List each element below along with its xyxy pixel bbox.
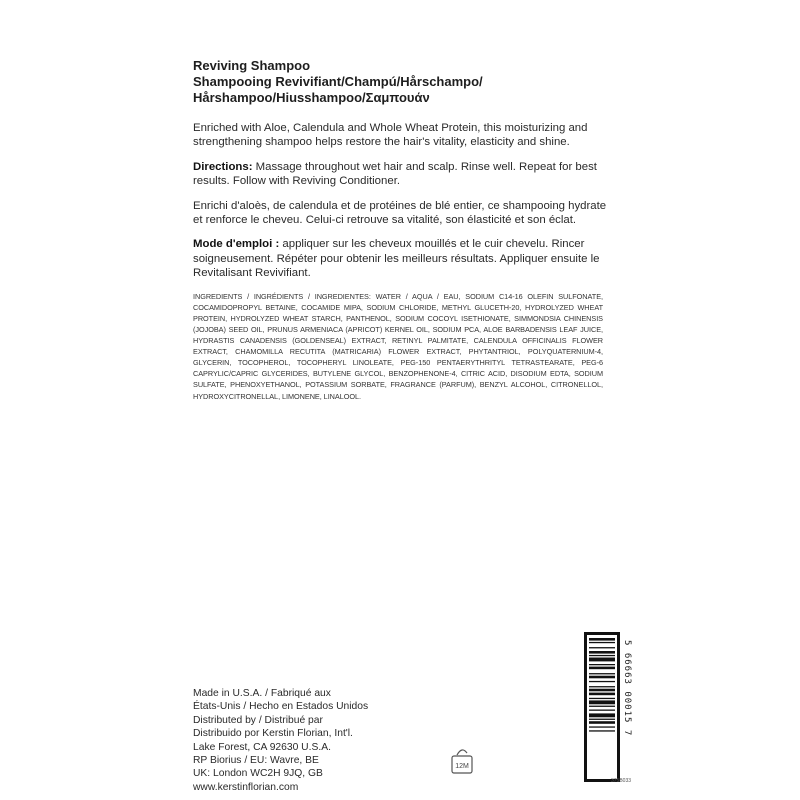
label-panel [193,58,613,402]
barcode-bar [589,706,615,707]
footer-line: Made in U.S.A. / Fabriqué aux [193,688,331,699]
mode-emploi-label: Mode d'emploi : [193,238,280,251]
barcode-bar [589,686,615,687]
barcode-bar [589,693,615,696]
barcode-bar [589,638,615,641]
barcode-bar [589,726,615,727]
mode-emploi-text: appliquer sur les cheveux mouillés et le cuir chevelu. Rincer soigneusement. Répéter pour obtenir les meilleurs résultats. Appliquer ensuite le Revitalisant Revivifiant. [193,238,600,280]
barcode-bar [589,719,615,720]
directions-label: Directions: [193,160,253,173]
barcode-bar [589,658,615,662]
barcode-bar [589,721,615,724]
product-subtitle-line-1: Shampooing Revivifiant/Champú/Hårschampo/ [193,74,483,89]
product-title: Reviving Shampoo [193,58,311,73]
barcode-bar [589,676,615,679]
description-fr: Enrichi d'aloès, de calendula et de protéines de blé entier, ce shampooing hydrate et renforce le cheveu. Celui-ci retrouve sa vitalité, son élasticité et son éclat. [193,199,607,227]
ingredients-list: INGREDIENTS / INGRÉDIENTS / INGREDIENTES: WATER / AQUA / EAU, SODIUM C14-16 OLEFIN SULFONATE, COCAMIDOPROPYL BETAINE, COCAMIDE MIPA, SODIUM CHLORIDE, METHYL GLUCETH-20, HYDROLYZED WHEAT PROTEIN, HYDROLYZED WHEAT STARCH, PANTHENOL, SODIUM COCOYL ISETHIONATE, SIMMONDSIA CHINENSIS (JOJOBA) SEED OIL, PRUNUS ARMENIACA (APRICOT) KERNEL OIL, SODIUM PCA, ALOE BARBADENSIS LEAF JUICE, HYDRASTIS CANADENSIS (GOLDENSEAL) EXTRACT, RETINYL PALMITATE, CALENDULA OFFICINALIS FLOWER EXTRACT, CHAMOMILLA RECUTITA (MATRICARIA) FLOWER EXTRACT, PHYTANTRIOL, POLYQUATERNIUM-4, GLYCERIN, TOCOPHEROL, TOCOPHERYL LINOLEATE, PEG-150 PENTAERYTHRITYL TETRASTEARATE, PEG-6 CAPRYLIC/CAPRIC GLYCERIDES, BUTYLENE GLYCOL, BENZOPHENONE-4, CITRIC ACID, DISODIUM EDTA, SODIUM SULFATE, PHENOXYETHANOL, POTASSIUM SORBATE, FRAGRANCE (PARFUM), BENZYL ALCOHOL, CITRONELLOL, HYDROXYCITRONELLAL, LIMONENE, LINALOOL. [193,291,603,401]
directions-en [193,160,613,189]
directions-fr [193,237,613,280]
footer-line: Lake Forest, CA 92630 U.S.A. [193,741,331,753]
barcode-bar [589,700,615,704]
barcode-bar [589,689,615,692]
product-subtitle-line-2: Hårshampoo/Hiusshampoo/Σαμπουάν [193,90,430,105]
period-after-opening-icon [449,743,475,783]
barcode-bar [589,655,615,656]
directions-text: Massage throughout wet hair and scalp. Rinse well. Repeat for best results. Follow with Reviving Conditioner. [193,160,597,188]
distributor-info [193,687,443,794]
barcode-number: 5 66663 00015 7 [622,640,632,737]
barcode [584,632,620,782]
barcode-bar [589,647,615,648]
barcode-bar [589,730,615,731]
description-en: Enriched with Aloe, Calendula and Whole Wheat Protein, this moisturizing and strengthening shampoo helps restore the hair's vitality, elasticity and shine. [193,122,588,149]
barcode-bar [589,664,615,665]
website: www.kerstinflorian.com [193,781,299,793]
item-code: 375B033 [611,778,632,784]
footer-line: États-Unis / Hecho en Estados Unidos [193,701,369,713]
barcode-bar [589,698,615,699]
footer-line: Distributed by / Distribué par [193,714,323,726]
footer-line: RP Biorius / EU: Wavre, BE [193,755,319,767]
pao-label: 12M [455,763,469,770]
barcode-bar [589,681,615,682]
barcode-bar [589,710,615,711]
footer-line: UK: London WC2H 9JQ, GB [193,768,323,780]
footer-line: Distribuido por Kerstin Florian, Int'l. [193,728,353,740]
barcode-bar [589,651,615,654]
barcode-bar [589,673,615,674]
barcode-bar [589,713,615,717]
barcode-bar [589,667,615,670]
barcode-bar [589,642,615,643]
